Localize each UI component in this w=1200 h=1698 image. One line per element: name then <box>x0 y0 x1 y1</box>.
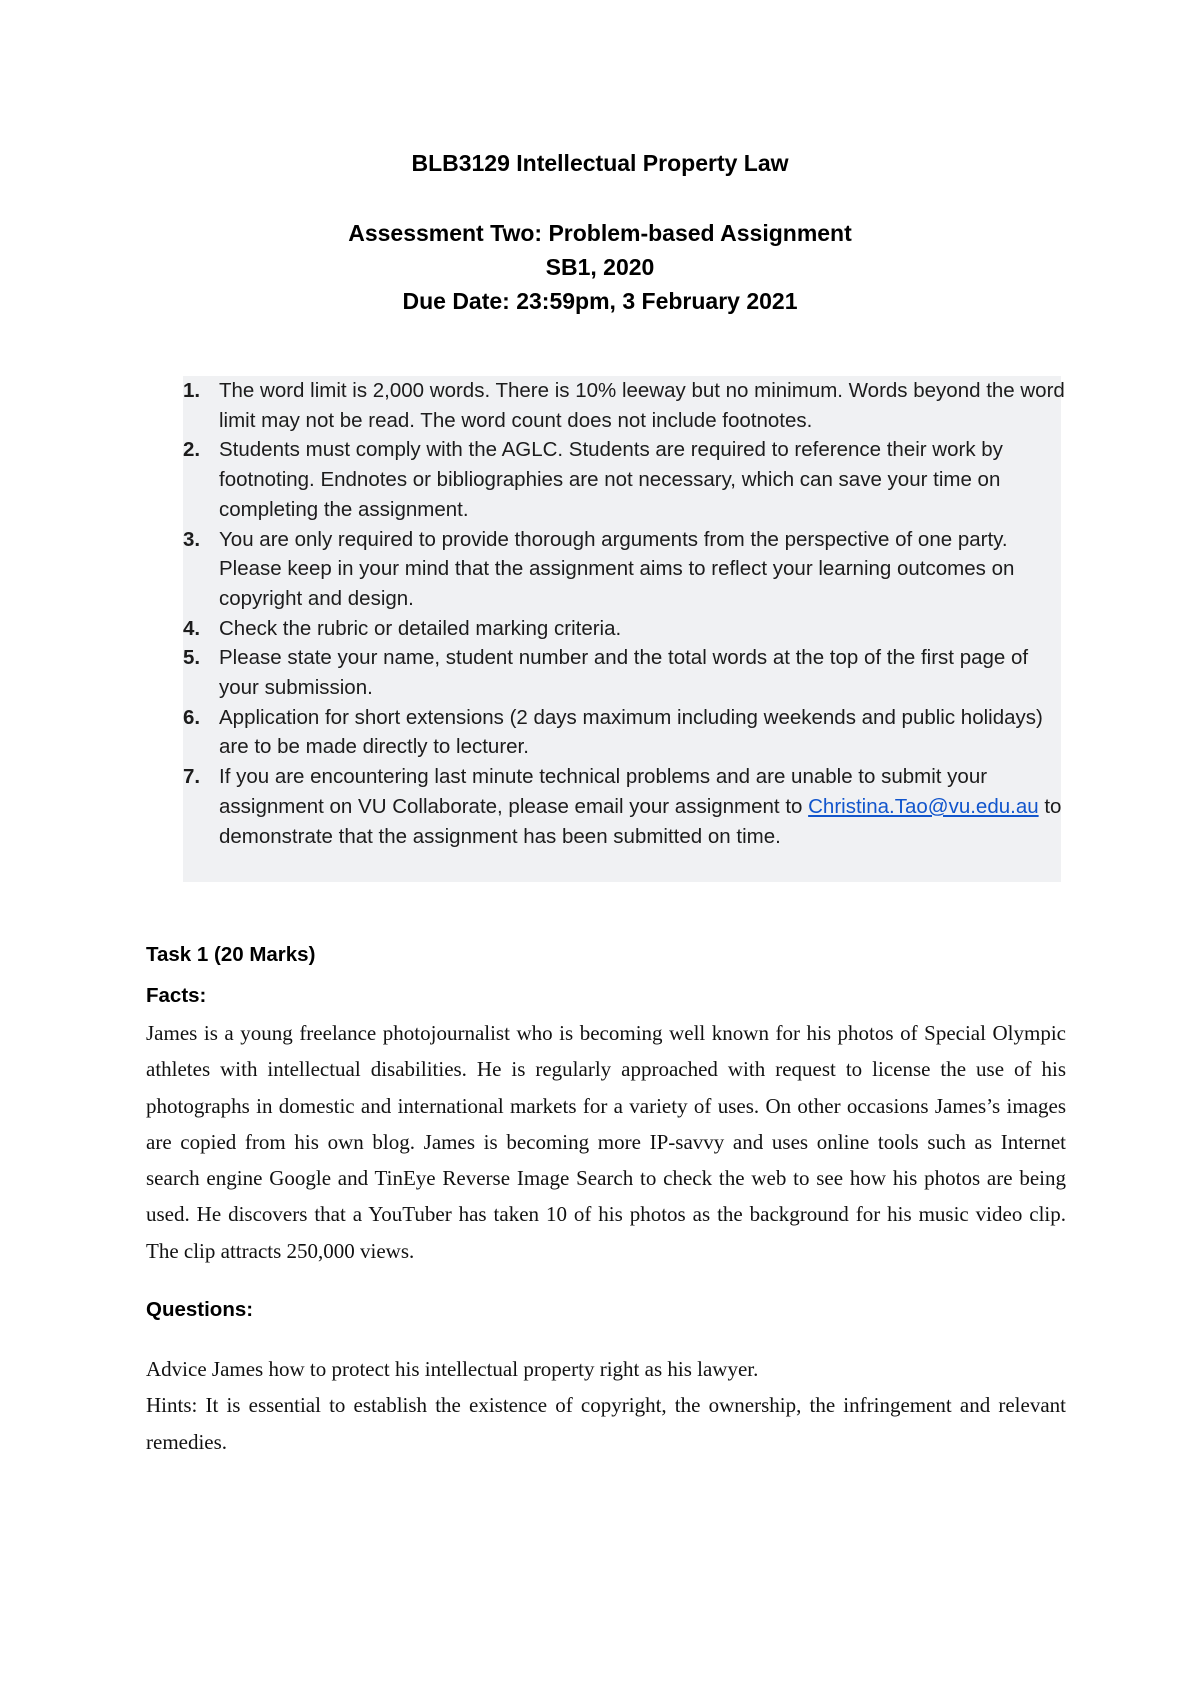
assessment-title: Assessment Two: Problem-based Assignment <box>348 220 852 246</box>
instruction-text-before-email: If you are encountering last minute technical problems and are unable to submit your assignment on VU Collaborate, please email your assignment to <box>219 765 988 818</box>
instructions-list <box>175 376 1065 851</box>
instruction-number: 5. <box>183 646 201 670</box>
instruction-item <box>175 643 1065 702</box>
instruction-item <box>175 376 1065 435</box>
instruction-item <box>175 614 1065 644</box>
due-date: Due Date: 23:59pm, 3 February 2021 <box>402 288 798 314</box>
instruction-text: Students must comply with the AGLC. Students are required to reference their work by footnoting. Endnotes or bibliographies are not necessary, which can save your time on completing the assignment. <box>219 438 1003 521</box>
instruction-number: 7. <box>183 765 201 789</box>
instruction-number: 2. <box>183 438 201 462</box>
document-header <box>0 146 1200 318</box>
header-spacer <box>0 180 1200 216</box>
instruction-text: Please state your name, student number and the total words at the top of the first page of your submission. <box>219 646 1029 700</box>
instruction-number: 4. <box>183 616 201 640</box>
instruction-item <box>175 525 1065 614</box>
instruction-text-after-email: to demonstrate that the assignment has been submitted on time. <box>219 794 1062 848</box>
session-label: SB1, 2020 <box>545 254 655 280</box>
questions-label: Questions: <box>146 1298 254 1322</box>
instruction-text: Application for short extensions (2 days maximum including weekends and public holidays) are to be made directly to lecturer. <box>219 705 1043 759</box>
instruction-item <box>175 703 1065 762</box>
task-heading: Task 1 (20 Marks) <box>146 943 316 966</box>
facts-label: Facts: <box>146 984 207 1007</box>
instruction-text: You are only required to provide thorough arguments from the perspective of one party. Please keep in your mind that the assignment aims to reflect your learning outcomes on copyright and design. <box>219 527 1015 610</box>
facts-paragraph: James is a young freelance photojournalist who is becoming well known for his photos of Special Olympic athletes with intellectual disabilities. He is regularly approached with request to license the use of his photographs in domestic and international markets for a variety of uses. On other occasions James’s images are copied from his own blog. James is becoming more IP-savvy and uses online tools such as Internet search engine Google and TinEye Reverse Image Search to check the web to see how his photos are being used. He discovers that a YouTuber has taken 10 of his photos as the background for his music video clip. The clip attracts 250,000 views. <box>146 1021 1066 1263</box>
advice-paragraph: Advice James how to protect his intellectual property right as his lawyer. <box>146 1357 759 1382</box>
instruction-item <box>175 762 1065 851</box>
instruction-text: Check the rubric or detailed marking criteria. <box>219 616 622 640</box>
instruction-number: 6. <box>183 705 201 729</box>
hints-paragraph: Hints: It is essential to establish the existence of copyright, the ownership, the infringement and relevant remedies. <box>146 1393 1066 1454</box>
course-title: BLB3129 Intellectual Property Law <box>411 150 789 176</box>
instruction-text: The word limit is 2,000 words. There is 10% leeway but no minimum. Words beyond the word limit may not be read. The word count does not include footnotes. <box>219 379 1065 432</box>
instruction-item <box>175 435 1065 524</box>
lecturer-email-link[interactable]: Christina.Tao@vu.edu.au <box>808 794 1039 818</box>
task-1-section <box>146 940 1066 1460</box>
instruction-number: 1. <box>183 379 201 402</box>
instruction-number: 3. <box>183 527 201 551</box>
